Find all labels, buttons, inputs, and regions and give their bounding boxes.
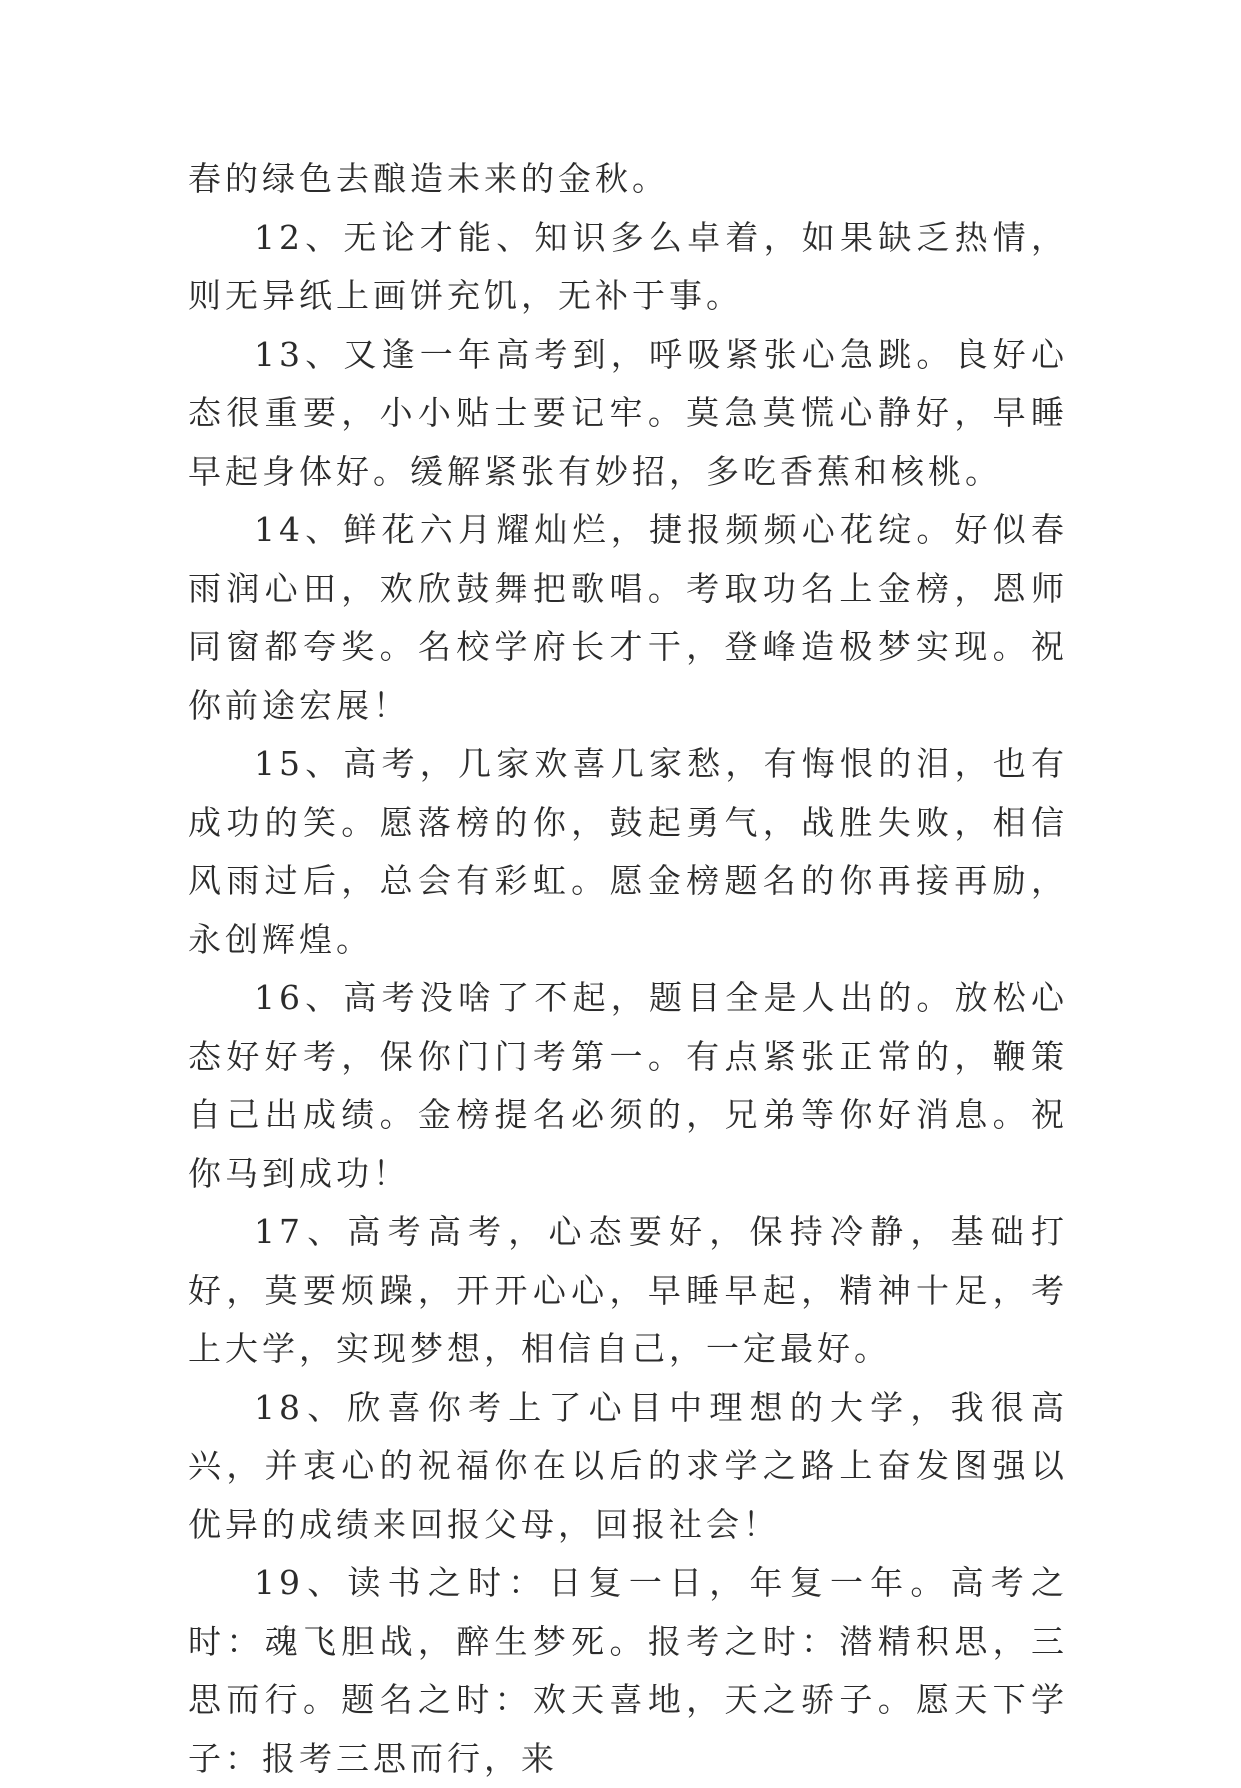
document-body: [188, 150, 1068, 1788]
paragraph-13: 13、又逢一年高考到，呼吸紧张心急跳。良好心态很重要，小小贴士要记牢。莫急莫慌心静好，早睡早起身体好。缓解紧张有妙招，多吃香蕉和核桃。: [188, 334, 1068, 491]
paragraph-12: 12、无论才能、知识多么卓着，如果缺乏热情，则无异纸上画饼充饥，无补于事。: [188, 217, 1068, 315]
paragraph-18: 18、欣喜你考上了心目中理想的大学，我很高兴，并衷心的祝福你在以后的求学之路上奋发图强以优异的成绩来回报父母，回报社会！: [188, 1387, 1068, 1544]
paragraph-14: 14、鲜花六月耀灿烂，捷报频频心花绽。好似春雨润心田，欢欣鼓舞把歌唱。考取功名上金榜，恩师同窗都夸奖。名校学府长才干，登峰造极梦实现。祝你前途宏展！: [188, 510, 1068, 725]
paragraph-15: 15、高考，几家欢喜几家愁，有悔恨的泪，也有成功的笑。愿落榜的你，鼓起勇气，战胜失败，相信风雨过后，总会有彩虹。愿金榜题名的你再接再励，永创辉煌。: [188, 744, 1068, 959]
paragraph-16: 16、高考没啥了不起，题目全是人出的。放松心态好好考，保你门门考第一。有点紧张正常的，鞭策自己出成绩。金榜提名必须的，兄弟等你好消息。祝你马到成功！: [188, 978, 1068, 1193]
paragraph-continuation: 春的绿色去酿造未来的金秋。: [188, 159, 669, 198]
paragraph-19: 19、读书之时：日复一日，年复一年。高考之时：魂飞胆战，醉生梦死。报考之时：潜精积思，三思而行。题名之时：欢天喜地，天之骄子。愿天下学子：报考三思而行，来: [188, 1563, 1068, 1778]
paragraph-17: 17、高考高考，心态要好，保持冷静，基础打好，莫要烦躁，开开心心，早睡早起，精神十足，考上大学，实现梦想，相信自己，一定最好。: [188, 1212, 1068, 1368]
